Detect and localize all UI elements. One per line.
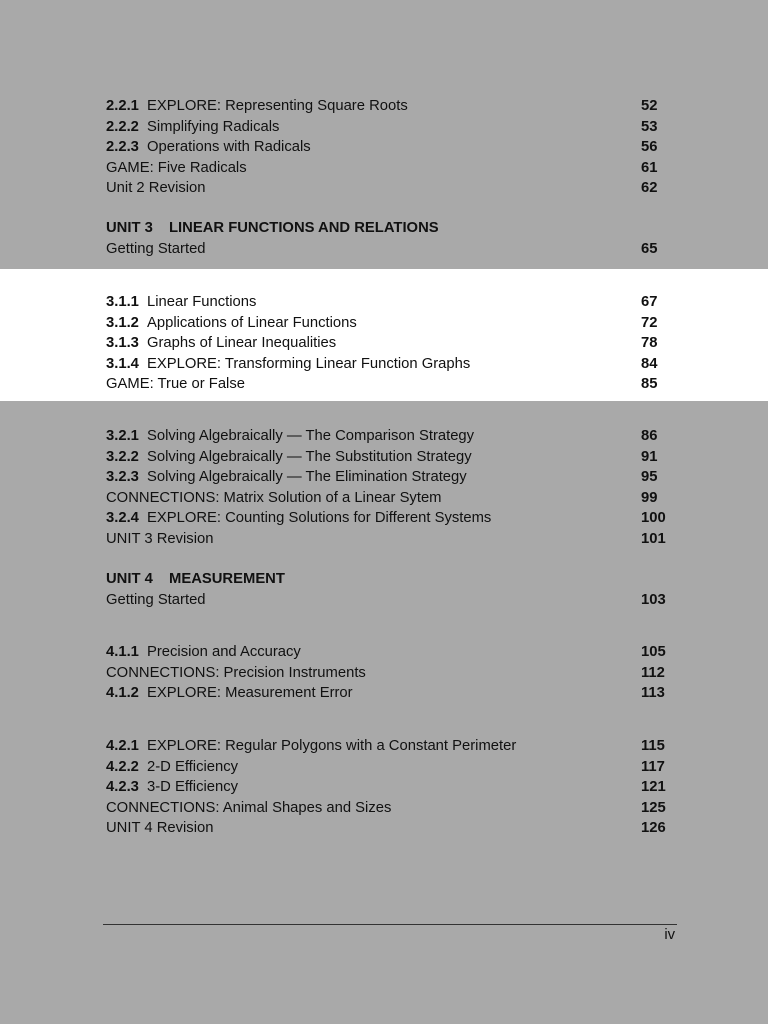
toc-entry (106, 313, 706, 334)
toc-entry (106, 158, 706, 179)
toc-entry (106, 683, 706, 704)
unit-title: MEASUREMENT (169, 571, 285, 587)
section-number: 3.2.2 (106, 448, 139, 465)
toc-entry (106, 529, 706, 550)
toc-section-2-2 (106, 96, 706, 199)
entry-title: Solving Algebraically — The Substitution Strategy (147, 448, 472, 465)
entry-title: CONNECTIONS: Precision Instruments (106, 664, 366, 681)
section-number: 2.2.2 (106, 118, 139, 135)
unit-heading (106, 569, 706, 590)
page-number: 117 (641, 758, 665, 775)
section-number: 3.1.1 (106, 294, 139, 310)
page-number: 121 (641, 779, 666, 795)
toc-entry (106, 798, 706, 819)
entry-title: 3-D Efficiency (147, 779, 239, 795)
toc-entry (106, 642, 706, 663)
entry-title: EXPLORE: Measurement Error (147, 685, 353, 701)
page-number: 113 (641, 685, 665, 701)
toc-entry (106, 292, 706, 313)
entry-title: UNIT 3 Revision (106, 530, 214, 547)
section-number: 4.1.1 (106, 644, 139, 660)
toc-entry (106, 757, 706, 778)
unit-title: LINEAR FUNCTIONS AND RELATIONS (169, 220, 439, 236)
entry-title: Solving Algebraically — The Comparison Strategy (147, 428, 475, 444)
toc-section-3-1 (106, 292, 706, 395)
section-number: 3.1.2 (106, 314, 139, 331)
toc-entry (106, 178, 706, 199)
unit-heading (106, 218, 706, 239)
toc-entry (106, 239, 706, 260)
entry-title: EXPLORE: Representing Square Roots (147, 98, 408, 114)
entry-title: EXPLORE: Counting Solutions for Different Systems (147, 510, 492, 526)
unit-number: UNIT 4 (106, 571, 153, 587)
page-number: 125 (641, 799, 666, 816)
page-number: 105 (641, 644, 666, 660)
entry-title: Solving Algebraically — The Elimination Strategy (147, 469, 467, 485)
page-number: 67 (641, 294, 658, 310)
entry-title: Linear Functions (147, 294, 257, 310)
toc-entry (106, 488, 706, 509)
page-number: 115 (641, 738, 665, 754)
entry-title: CONNECTIONS: Matrix Solution of a Linear Sytem (106, 489, 442, 506)
entry-title: CONNECTIONS: Animal Shapes and Sizes (106, 799, 392, 816)
toc-entry (106, 777, 706, 798)
page-number: 53 (641, 118, 658, 135)
toc-entry (106, 333, 706, 354)
toc-entry (106, 467, 706, 488)
toc-entry (106, 663, 706, 684)
toc-entry (106, 590, 706, 611)
unit-number: UNIT 3 (106, 220, 153, 236)
page-number: 100 (641, 510, 666, 526)
footer-rule (103, 924, 677, 925)
section-number: 3.1.4 (106, 355, 139, 372)
page-number: 99 (641, 489, 658, 506)
section-number: 4.2.2 (106, 758, 139, 775)
page-number: 61 (641, 159, 658, 176)
section-number: 3.1.3 (106, 335, 139, 351)
page-number: 52 (641, 98, 658, 114)
entry-title: UNIT 4 Revision (106, 820, 214, 836)
entry-title: Applications of Linear Functions (147, 314, 357, 331)
entry-title: Getting Started (106, 591, 206, 608)
toc-entry (106, 374, 706, 395)
entry-title: Getting Started (106, 240, 206, 257)
entry-title: Operations with Radicals (147, 139, 311, 155)
section-number: 2.2.1 (106, 98, 139, 114)
toc-section-4-1 (106, 642, 706, 704)
toc-entry (106, 818, 706, 839)
toc-entry (106, 426, 706, 447)
section-number: 3.2.1 (106, 428, 139, 444)
entry-title: GAME: Five Radicals (106, 159, 247, 176)
entry-title: GAME: True or False (106, 376, 245, 392)
toc-section-3-2 (106, 426, 706, 549)
page-number: 91 (641, 448, 658, 465)
section-number: 4.2.1 (106, 738, 139, 754)
entry-title: 2-D Efficiency (147, 758, 239, 775)
page-number: 72 (641, 314, 658, 331)
page-number: 86 (641, 428, 658, 444)
toc-entry (106, 96, 706, 117)
toc-entry (106, 736, 706, 757)
toc-entry (106, 508, 706, 529)
section-number: 3.2.3 (106, 469, 139, 485)
section-number: 4.1.2 (106, 685, 139, 701)
entry-title: EXPLORE: Regular Polygons with a Constant Perimeter (147, 738, 517, 754)
page-number: 95 (641, 469, 658, 485)
toc-entry (106, 117, 706, 138)
section-number: 2.2.3 (106, 139, 139, 155)
entry-title: EXPLORE: Transforming Linear Function Graphs (147, 355, 471, 372)
section-number: 3.2.4 (106, 510, 139, 526)
page-number: 65 (641, 240, 658, 257)
toc-entry (106, 137, 706, 158)
toc-unit-4 (106, 569, 706, 610)
page-number: 78 (641, 335, 658, 351)
page-number: 84 (641, 355, 658, 372)
toc-entry (106, 354, 706, 375)
folio-page-number: iv (664, 927, 675, 943)
page-number: 85 (641, 376, 658, 392)
page-number: 56 (641, 139, 658, 155)
page-number: 62 (641, 180, 658, 196)
entry-title: Simplifying Radicals (147, 118, 280, 135)
entry-title: Precision and Accuracy (147, 644, 301, 660)
page-number: 101 (641, 530, 666, 547)
page-number: 103 (641, 591, 666, 608)
toc-section-4-2 (106, 736, 706, 839)
page-number: 126 (641, 820, 666, 836)
section-number: 4.2.3 (106, 779, 139, 795)
toc-entry (106, 447, 706, 468)
toc-unit-3 (106, 218, 706, 259)
entry-title: Graphs of Linear Inequalities (147, 335, 337, 351)
entry-title: Unit 2 Revision (106, 180, 206, 196)
page-number: 112 (641, 664, 665, 681)
